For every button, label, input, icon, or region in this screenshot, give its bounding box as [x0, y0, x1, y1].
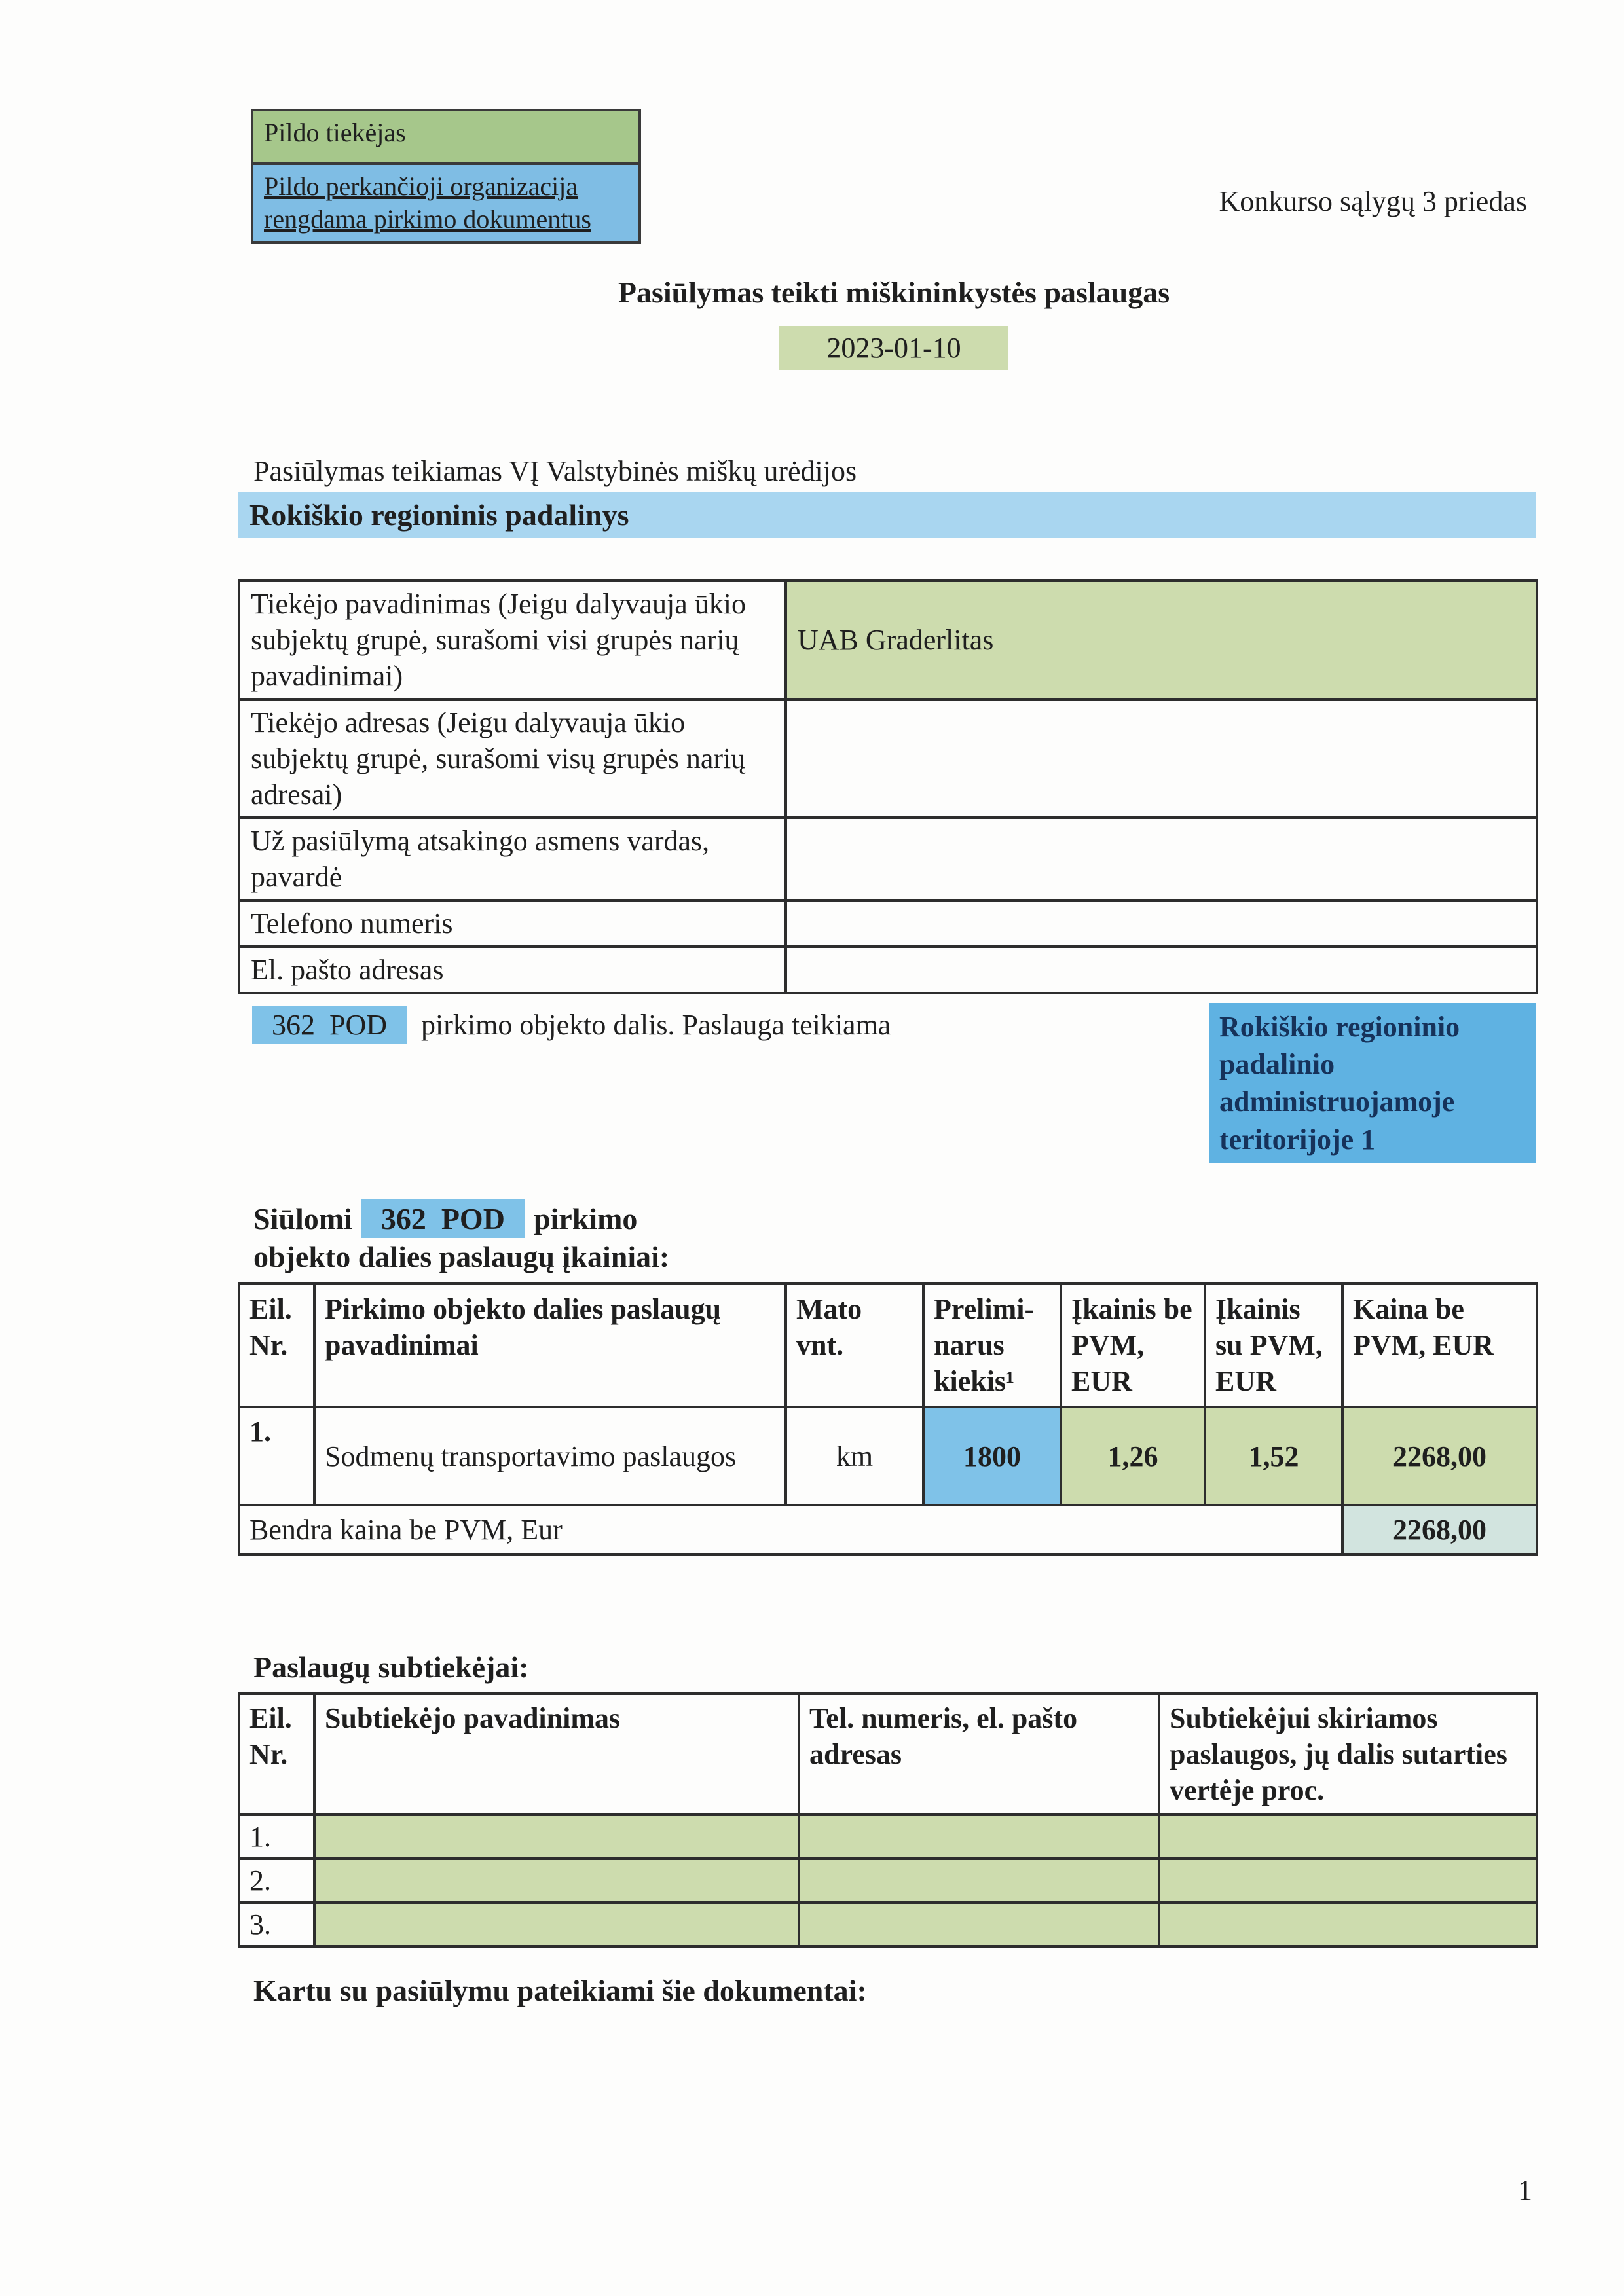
col-header-subcontractor-name: Subtiekėjo pavadinimas — [314, 1694, 799, 1815]
org-fill-line1: Pildo perkančioji organizacija — [264, 172, 578, 201]
grand-total-value: 2268,00 — [1342, 1505, 1537, 1554]
email-value — [786, 947, 1537, 993]
price-incl-vat-value: 1,52 — [1205, 1407, 1342, 1505]
price-table-row — [239, 1407, 1537, 1505]
pod-line-text: pirkimo objekto dalis. Paslauga teikiama — [421, 1009, 891, 1041]
col-header-total: Kaina be PVM, EUR — [1342, 1283, 1537, 1407]
table-row — [239, 900, 1537, 947]
price-table — [238, 1282, 1538, 1556]
row-number: 2. — [239, 1859, 314, 1903]
supplier-name-value: UAB Graderlitas — [786, 581, 1537, 699]
subcontractor-row — [239, 1903, 1537, 1946]
stamp-boxes — [251, 109, 641, 244]
col-header-qty: Prelimi-narus kiekis¹ — [923, 1283, 1061, 1407]
col-header-service: Pirkimo objekto dalies paslaugų pavadinimai — [314, 1283, 786, 1407]
offer-date: 2023-01-10 — [779, 326, 1008, 370]
col-header-price-incl-vat: Įkainis su PVM, EUR — [1205, 1283, 1342, 1407]
unit-value: km — [786, 1407, 923, 1505]
table-row — [239, 947, 1537, 993]
branch-name-bar: Rokiškio regioninis padalinys — [238, 492, 1536, 538]
table-row — [239, 818, 1537, 900]
supplier-fill-label: Pildo tiekėjas — [264, 118, 406, 147]
phone-label: Telefono numeris — [239, 900, 786, 947]
row-number: 1. — [239, 1815, 314, 1859]
page-number: 1 — [1518, 2174, 1532, 2206]
recipient-intro: Pasiūlymas teikiamas VĮ Valstybinės miškų urėdijos — [253, 455, 857, 487]
row-number: 1. — [239, 1407, 314, 1505]
col-header-unit: Mato vnt. — [786, 1283, 923, 1407]
subcontractors-table — [238, 1692, 1538, 1948]
subcontractors-heading: Paslaugų subtiekėjai: — [253, 1650, 529, 1684]
org-fill-line2: rengdama pirkimo dokumentus — [264, 204, 591, 234]
row-number: 3. — [239, 1903, 314, 1946]
org-fill-box — [251, 165, 641, 244]
table-row — [239, 699, 1537, 818]
subcontractor-contacts-value — [799, 1815, 1159, 1859]
price-table-footer-row — [239, 1505, 1537, 1554]
offer-heading-suffix-2: objekto dalies paslaugų įkainiai: — [253, 1239, 670, 1273]
subcontractor-row — [239, 1815, 1537, 1859]
total-price-value: 2268,00 — [1342, 1407, 1537, 1505]
price-table-header-row — [239, 1283, 1537, 1407]
supplier-info-table — [238, 579, 1538, 994]
document-title: Pasiūlymas teikti miškininkystės paslaugas — [618, 276, 1170, 309]
service-name: Sodmenų transportavimo paslaugos — [314, 1407, 786, 1505]
offer-heading-suffix-1: pirkimo — [533, 1202, 638, 1235]
subcontractor-row — [239, 1859, 1537, 1903]
documents-heading: Kartu su pasiūlymu pateikiami šie dokumentai: — [253, 1974, 867, 2007]
offer-heading-prefix: Siūlomi — [253, 1202, 352, 1235]
price-excl-vat-value: 1,26 — [1061, 1407, 1205, 1505]
annex-note: Konkurso sąlygų 3 priedas — [1219, 185, 1527, 217]
territory-block: Rokiškio regioninio padalinio administruojamoje teritorijoje 1 — [1209, 1003, 1536, 1163]
subcontractor-contacts-value — [799, 1903, 1159, 1946]
supplier-address-label: Tiekėjo adresas (Jeigu dalyvauja ūkio subjektų grupė, surašomi visų grupės narių adresai) — [239, 699, 786, 818]
date-row — [252, 326, 1536, 370]
total-label: Bendra kaina be PVM, Eur — [239, 1505, 1342, 1554]
offer-heading — [253, 1200, 764, 1275]
supplier-fill-box — [251, 109, 641, 165]
supplier-name-label: Tiekėjo pavadinimas (Jeigu dalyvauja ūkio subjektų grupė, surašomi visi grupės narių pavadinimai) — [239, 581, 786, 699]
contact-person-value — [786, 818, 1537, 900]
col-header-nr: Eil. Nr. — [239, 1283, 314, 1407]
phone-value — [786, 900, 1537, 947]
pod-line — [252, 1007, 891, 1043]
subcontractor-contacts-value — [799, 1859, 1159, 1903]
quantity-value: 1800 — [923, 1407, 1061, 1505]
email-label: El. pašto adresas — [239, 947, 786, 993]
pod-code-chip: 362 POD — [361, 1199, 525, 1238]
col-header-subcontractor-share: Subtiekėjui skiriamos paslaugos, jų dalis sutarties vertėje proc. — [1159, 1694, 1537, 1815]
subcontractors-header-row — [239, 1694, 1537, 1815]
col-header-nr: Eil. Nr. — [239, 1694, 314, 1815]
subcontractor-share-value — [1159, 1859, 1537, 1903]
col-header-price-excl-vat: Įkainis be PVM, EUR — [1061, 1283, 1205, 1407]
subcontractor-name-value — [314, 1859, 799, 1903]
subcontractor-name-value — [314, 1903, 799, 1946]
col-header-subcontractor-contacts: Tel. numeris, el. pašto adresas — [799, 1694, 1159, 1815]
supplier-address-value — [786, 699, 1537, 818]
contact-person-label: Už pasiūlymą atsakingo asmens vardas, pavardė — [239, 818, 786, 900]
subcontractor-share-value — [1159, 1903, 1537, 1946]
table-row — [239, 581, 1537, 699]
subcontractor-share-value — [1159, 1815, 1537, 1859]
subcontractor-name-value — [314, 1815, 799, 1859]
pod-code-chip: 362 POD — [252, 1006, 407, 1044]
